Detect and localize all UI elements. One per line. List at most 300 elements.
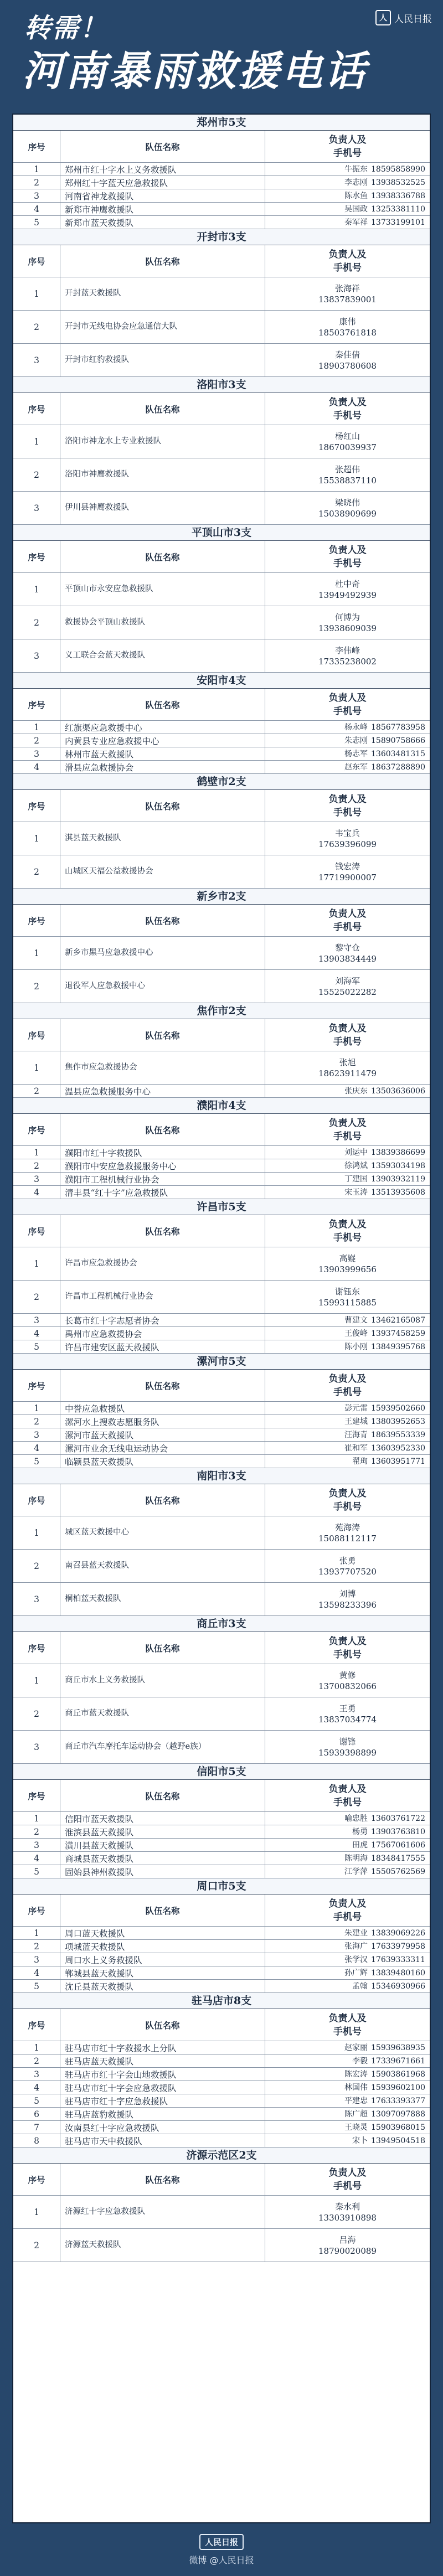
column-header-name: 队伍名称 (60, 245, 265, 277)
contact-phone[interactable]: 15939638935 (371, 2043, 425, 2052)
table-row (13, 1731, 430, 1764)
column-header-contact-line2: 手机号 (333, 1797, 362, 1808)
team-name: 郑州市红十字水上义务救援队 (60, 163, 265, 175)
column-header-name: 队伍名称 (60, 1019, 265, 1051)
contact-phone[interactable]: 15890758666 (371, 736, 425, 745)
contact-person: 张学汉 (344, 1955, 368, 1964)
contact-person: 杜中奇 (334, 579, 360, 589)
row-number: 4 (13, 1966, 60, 1979)
contact-phone[interactable]: 15993115885 (318, 1297, 377, 1308)
contact-phone[interactable]: 13937458259 (371, 1329, 425, 1338)
contact-phone[interactable]: 15038909699 (318, 508, 377, 519)
table-row (13, 1146, 430, 1159)
team-name: 新乡市黑马应急救援中心 (60, 937, 265, 969)
team-name: 沈丘县蓝天救援队 (60, 1980, 265, 1992)
column-header-row (13, 131, 430, 163)
contact-person: 彭元雷 (344, 1403, 368, 1413)
column-header-contact-line2: 手机号 (333, 557, 362, 569)
table-row (13, 1664, 430, 1697)
contact-person: 崔和军 (344, 1443, 368, 1453)
region-title: 商丘市3支 (13, 1616, 430, 1632)
contact-cell (265, 855, 430, 888)
team-name: 汝南县红十字应急救援队 (60, 2121, 265, 2134)
contact-phone[interactable]: 13837839001 (318, 294, 377, 304)
contact-phone[interactable]: 13849395768 (371, 1342, 425, 1351)
row-number: 1 (13, 277, 60, 310)
column-header-contact (265, 1484, 430, 1516)
column-header-row (13, 2164, 430, 2196)
contact-phone[interactable]: 18639553339 (371, 1430, 425, 1439)
region-section (13, 229, 430, 377)
table-row (13, 203, 430, 216)
row-number: 3 (13, 1839, 60, 1851)
column-header-row (13, 1114, 430, 1146)
column-header-name: 队伍名称 (60, 1632, 265, 1664)
contact-person: 王勇 (339, 1703, 356, 1713)
contact-person: 江学萍 (344, 1867, 368, 1876)
team-name: 驻马店蓝豹救援队 (60, 2108, 265, 2120)
contact-cell (265, 1327, 430, 1340)
table-row (13, 747, 430, 761)
contact-cell (265, 2134, 430, 2147)
contact-cell (265, 721, 430, 734)
contact-person: 高嶷 (339, 1253, 356, 1263)
contact-phone[interactable]: 15939502660 (371, 1403, 425, 1413)
people-daily-logo-icon: 人 (375, 10, 391, 25)
contact-person: 孟翰 (352, 1981, 368, 1991)
column-header-contact-line1: 负责人及 (328, 544, 367, 556)
contact-cell (265, 1731, 430, 1763)
team-name: 驻马店市天中救援队 (60, 2134, 265, 2147)
contact-phone[interactable]: 13503636006 (371, 1086, 425, 1096)
contact-cell (265, 970, 430, 1003)
contact-phone[interactable]: 15939398899 (318, 1747, 377, 1758)
column-header-contact-line2: 手机号 (333, 262, 362, 273)
team-name: 退役军人应急救援中心 (60, 970, 265, 1003)
team-name: 项城蓝天救援队 (60, 1940, 265, 1953)
column-header-contact-line2: 手机号 (333, 807, 362, 818)
contact-person: 陈小刚 (344, 1342, 368, 1351)
contact-phone[interactable]: 18790020089 (318, 2245, 377, 2256)
contact-cell (265, 1159, 430, 1172)
region-section (13, 774, 430, 889)
table-row (13, 1852, 430, 1865)
contact-phone[interactable]: 13903932119 (371, 1174, 425, 1184)
table-row (13, 2229, 430, 2262)
region-section (13, 1199, 430, 1354)
poster-header (0, 0, 443, 113)
contact-person: 刘海军 (334, 975, 360, 986)
contact-cell (265, 1415, 430, 1428)
contact-phone[interactable]: 15525022282 (318, 987, 377, 997)
contact-phone[interactable]: 13733199101 (371, 218, 425, 227)
contact-person: 钱宏涛 (334, 861, 360, 871)
contact-phone[interactable]: 13603952330 (371, 1443, 425, 1453)
contact-phone[interactable]: 17335238002 (318, 656, 377, 667)
contact-phone[interactable]: 15505762569 (371, 1867, 425, 1876)
column-header-contact-line2: 手机号 (333, 1232, 362, 1243)
row-number: 3 (13, 1583, 60, 1615)
contact-person: 宋玉涛 (344, 1188, 368, 1197)
row-number: 2 (13, 970, 60, 1003)
table-row (13, 1340, 430, 1354)
contact-person: 汪海青 (344, 1430, 368, 1439)
column-header-contact-line1: 负责人及 (328, 249, 367, 260)
team-name: 河南省神龙救援队 (60, 189, 265, 202)
row-number: 1 (13, 163, 60, 175)
contact-cell (265, 1940, 430, 1953)
contact-phone[interactable]: 13303910898 (318, 2212, 377, 2223)
contact-phone[interactable]: 17719900007 (318, 872, 377, 882)
row-number: 3 (13, 1173, 60, 1185)
team-name: 驻马店市红十字应急救援队 (60, 2094, 265, 2107)
contact-cell (265, 1550, 430, 1582)
contact-phone[interactable]: 18503761818 (318, 327, 377, 338)
contact-cell (265, 1839, 430, 1851)
team-name: 潢川县蓝天救援队 (60, 1839, 265, 1851)
contact-phone[interactable]: 13949504518 (371, 2136, 425, 2145)
region-section (13, 1098, 430, 1199)
column-header-name: 队伍名称 (60, 131, 265, 162)
contact-phone[interactable]: 13938609039 (318, 623, 377, 633)
row-number: 3 (13, 1731, 60, 1763)
column-header-row (13, 541, 430, 573)
row-number: 3 (13, 639, 60, 672)
column-header-contact-line1: 负责人及 (328, 1898, 367, 1909)
column-header-name: 队伍名称 (60, 393, 265, 425)
contact-phone[interactable]: 18637288890 (371, 762, 425, 772)
contact-person: 李毅 (352, 2056, 368, 2066)
table-row (13, 2041, 430, 2054)
contact-phone[interactable]: 13903763810 (371, 1827, 425, 1836)
contact-person: 李伟峰 (334, 645, 360, 655)
table-row (13, 1940, 430, 1953)
contact-cell (265, 1146, 430, 1159)
team-name: 清丰县“红十字”应急救援队 (60, 1186, 265, 1199)
table-row (13, 970, 430, 1003)
contact-cell (265, 1516, 430, 1549)
contact-cell (265, 1927, 430, 1939)
column-header-num: 序号 (13, 1894, 60, 1926)
contact-cell (265, 2196, 430, 2228)
column-header-row (13, 790, 430, 822)
row-number: 2 (13, 1940, 60, 1953)
footer-source: 微博 @人民日报 (189, 2554, 254, 2565)
contact-cell (265, 1852, 430, 1865)
contact-cell (265, 1825, 430, 1838)
contact-phone[interactable]: 13700832066 (318, 1681, 377, 1691)
contact-cell (265, 2054, 430, 2067)
row-number: 3 (13, 747, 60, 760)
contact-person: 何博为 (334, 612, 360, 622)
column-header-contact (265, 689, 430, 720)
contact-phone[interactable]: 18623911479 (318, 1068, 377, 1078)
contact-phone[interactable]: 13593034198 (371, 1161, 425, 1170)
contact-person: 王晓灵 (344, 2123, 368, 2132)
region-section (13, 1764, 430, 1878)
column-header-num: 序号 (13, 1114, 60, 1145)
team-name: 禹州市应急救援协会 (60, 1327, 265, 1340)
contact-person: 张超伟 (334, 464, 360, 474)
contact-person: 宋卜 (352, 2136, 368, 2145)
contact-person: 张勇 (339, 1555, 356, 1566)
table-row (13, 311, 430, 344)
team-name: 濮阳市红十字救援队 (60, 1146, 265, 1159)
column-header-name: 队伍名称 (60, 2009, 265, 2041)
contact-cell (265, 1186, 430, 1199)
column-header-contact (265, 1632, 430, 1664)
contact-person: 吕海 (339, 2234, 356, 2245)
contact-phone[interactable]: 13603761722 (371, 1814, 425, 1823)
contact-phone[interactable]: 18348417555 (371, 1854, 425, 1863)
contact-phone[interactable]: 15346930966 (371, 1981, 425, 1991)
contact-phone[interactable]: 13903999656 (318, 1264, 377, 1274)
team-name: 信阳市蓝天救援队 (60, 1812, 265, 1825)
row-number: 4 (13, 1186, 60, 1199)
team-name: 许昌市建安区蓝天救援队 (60, 1340, 265, 1353)
column-header-contact-line1: 负责人及 (328, 2012, 367, 2024)
column-header-contact-line2: 手机号 (333, 1130, 362, 1142)
contact-person: 朱建业 (344, 1928, 368, 1938)
row-number: 7 (13, 2121, 60, 2134)
column-header-row (13, 1370, 430, 1402)
table-row (13, 1583, 430, 1616)
table-row (13, 1927, 430, 1940)
region-title: 平顶山市3支 (13, 525, 430, 541)
row-number: 1 (13, 2041, 60, 2054)
team-name: 固始县神州救援队 (60, 1865, 265, 1878)
contact-phone[interactable]: 13462165087 (371, 1315, 425, 1325)
contact-person: 杨志军 (344, 749, 368, 758)
row-number: 1 (13, 1146, 60, 1159)
contact-person: 苑海涛 (334, 1522, 360, 1532)
contact-person: 谢钰东 (334, 1286, 360, 1297)
row-number: 2 (13, 1550, 60, 1582)
contact-person: 赵家丽 (344, 2043, 368, 2052)
contact-cell (265, 1966, 430, 1979)
column-header-contact-line1: 负责人及 (328, 1219, 367, 1230)
row-number: 3 (13, 1314, 60, 1326)
team-name: 开封市无线电协会应急通信大队 (60, 311, 265, 343)
row-number: 2 (13, 1415, 60, 1428)
table-row (13, 2081, 430, 2094)
contact-phone[interactable]: 13839069226 (371, 1928, 425, 1938)
contact-phone[interactable]: 18595858990 (371, 164, 425, 174)
table-row (13, 1173, 430, 1186)
row-number: 2 (13, 606, 60, 639)
contact-phone[interactable]: 18670039937 (318, 442, 377, 452)
team-name: 濮阳市中安应急救援服务中心 (60, 1159, 265, 1172)
contact-cell (265, 1583, 430, 1615)
footer-logo: 人民日报 (199, 2534, 244, 2550)
contact-phone[interactable]: 17639333311 (371, 1955, 425, 1964)
column-header-contact-line1: 负责人及 (328, 396, 367, 408)
contact-person: 牛振东 (344, 164, 368, 174)
contact-cell (265, 1402, 430, 1415)
contact-phone[interactable]: 15939602100 (371, 2083, 425, 2092)
team-name: 桐柏蓝天救援队 (60, 1583, 265, 1615)
contact-phone[interactable]: 13938336788 (371, 191, 425, 200)
column-header-contact-line1: 负责人及 (328, 908, 367, 920)
contact-phone[interactable]: 15903968015 (371, 2123, 425, 2132)
contact-cell (265, 606, 430, 639)
region-section (13, 1616, 430, 1764)
column-header-contact (265, 905, 430, 936)
contact-phone[interactable]: 15903861968 (371, 2069, 425, 2079)
team-name: 内黄县专业应急救援中心 (60, 734, 265, 747)
team-name: 温县应急救援服务中心 (60, 1085, 265, 1097)
region-section (13, 525, 430, 673)
contact-cell (265, 163, 430, 175)
column-header-num: 序号 (13, 905, 60, 936)
contact-cell (265, 639, 430, 672)
contact-phone[interactable]: 13903834449 (318, 953, 377, 964)
contact-person: 李志刚 (344, 178, 368, 187)
column-header-contact (265, 131, 430, 162)
contact-person: 田虎 (352, 1840, 368, 1850)
table-row (13, 216, 430, 229)
contact-person: 黎守仓 (334, 942, 360, 953)
contact-cell (265, 458, 430, 491)
contact-phone[interactable]: 13097097888 (371, 2109, 425, 2119)
contact-cell (265, 2121, 430, 2134)
column-header-name: 队伍名称 (60, 905, 265, 936)
team-name: 周口蓝天救援队 (60, 1927, 265, 1939)
region-title: 周口市5支 (13, 1878, 430, 1894)
row-number: 3 (13, 1428, 60, 1441)
row-number: 2 (13, 1085, 60, 1097)
row-number: 1 (13, 1247, 60, 1280)
contact-phone[interactable]: 13839386699 (371, 1148, 425, 1157)
table-row (13, 1953, 430, 1966)
contact-phone[interactable]: 18903780608 (318, 360, 377, 371)
contact-phone[interactable]: 17633393377 (371, 2096, 425, 2105)
region-title: 开封市3支 (13, 229, 430, 245)
contact-cell (265, 1812, 430, 1825)
region-section (13, 377, 430, 525)
team-name: 周口水上义务救援队 (60, 1953, 265, 1966)
contact-cell (265, 216, 430, 229)
row-number: 1 (13, 425, 60, 458)
row-number: 1 (13, 721, 60, 734)
contact-phone[interactable]: 17339671661 (371, 2056, 425, 2066)
region-title: 濮阳市4支 (13, 1098, 430, 1114)
table-row (13, 721, 430, 734)
contact-phone[interactable]: 13949492939 (318, 590, 377, 600)
contact-cell (265, 1281, 430, 1313)
row-number: 4 (13, 203, 60, 215)
team-name: 开封市红豹救援队 (60, 344, 265, 376)
table-row (13, 855, 430, 889)
table-row (13, 1839, 430, 1852)
contact-person: 喻忠胜 (344, 1814, 368, 1823)
contact-person: 朱志刚 (344, 736, 368, 745)
row-number: 2 (13, 1697, 60, 1730)
table-row (13, 1455, 430, 1468)
column-header-contact (265, 1114, 430, 1145)
table-row (13, 2134, 430, 2147)
contact-phone[interactable]: 13937707520 (318, 1566, 377, 1577)
contact-person: 丁建国 (344, 1174, 368, 1184)
contact-phone[interactable]: 17633979958 (371, 1942, 425, 1951)
table-row (13, 1085, 430, 1098)
row-number: 1 (13, 1927, 60, 1939)
contact-cell (265, 277, 430, 310)
poster-footer (0, 2523, 443, 2576)
contact-phone[interactable]: 13603951771 (371, 1457, 425, 1466)
contact-person: 翟珣 (352, 1457, 368, 1466)
column-header-contact-line2: 手机号 (333, 921, 362, 933)
team-name: 济源红十字应急救援队 (60, 2196, 265, 2228)
team-name: 焦作市应急救援协会 (60, 1051, 265, 1084)
column-header-name: 队伍名称 (60, 689, 265, 720)
region-section (13, 2147, 430, 2262)
team-name: 义工联合会蓝天救援队 (60, 639, 265, 672)
contact-phone[interactable]: 18567783958 (371, 722, 425, 732)
contact-cell (265, 1442, 430, 1454)
table-row (13, 937, 430, 970)
column-header-contact-line1: 负责人及 (328, 1635, 367, 1647)
table-row (13, 492, 430, 525)
column-header-row (13, 1484, 430, 1516)
team-name: 商城县蓝天救援队 (60, 1852, 265, 1865)
table-row (13, 344, 430, 377)
row-number: 3 (13, 492, 60, 524)
contact-phone[interactable]: 13603481315 (371, 749, 425, 758)
contact-phone[interactable]: 13803952653 (371, 1417, 425, 1426)
row-number: 1 (13, 573, 60, 606)
row-number: 2 (13, 734, 60, 747)
poster-title: 河南暴雨救援电话 (22, 48, 368, 95)
column-header-row (13, 905, 430, 937)
contact-cell (265, 1314, 430, 1326)
rescue-contact-table (12, 113, 431, 2523)
contact-phone[interactable]: 13598233396 (318, 1599, 377, 1610)
region-title: 安阳市4支 (13, 673, 430, 689)
column-header-num: 序号 (13, 1484, 60, 1516)
team-name: 驻马店蓝天救援队 (60, 2054, 265, 2067)
contact-phone[interactable]: 15538837110 (318, 475, 377, 486)
contact-person: 黄修 (339, 1670, 356, 1680)
region-section (13, 889, 430, 1003)
row-number: 5 (13, 2094, 60, 2107)
team-name: 济源蓝天救援队 (60, 2229, 265, 2262)
contact-phone[interactable]: 15088112117 (318, 1533, 377, 1543)
column-header-row (13, 1215, 430, 1247)
contact-phone[interactable]: 13839480160 (371, 1968, 425, 1978)
contact-cell (265, 425, 430, 458)
publisher-logo-text: 人民日报 (394, 13, 432, 25)
contact-phone[interactable]: 13253381110 (371, 204, 425, 214)
contact-cell (265, 203, 430, 215)
row-number: 5 (13, 1865, 60, 1878)
team-name: 商丘市汽车摩托车运动协会（越野e族） (60, 1731, 265, 1763)
contact-phone[interactable]: 17639396099 (318, 839, 377, 849)
column-header-num: 序号 (13, 2009, 60, 2041)
contact-phone[interactable]: 13513935608 (371, 1188, 425, 1197)
column-header-contact (265, 1780, 430, 1811)
contact-phone[interactable]: 13837034774 (318, 1714, 377, 1725)
contact-phone[interactable]: 17567061606 (371, 1840, 425, 1850)
column-header-num: 序号 (13, 393, 60, 425)
table-row (13, 1980, 430, 1993)
table-row (13, 734, 430, 747)
publisher-logo (375, 10, 432, 25)
team-name: 淇县蓝天救援队 (60, 822, 265, 855)
table-row (13, 1327, 430, 1340)
contact-phone[interactable]: 13938532525 (371, 178, 425, 187)
team-name: 洛阳市神鹰救援队 (60, 458, 265, 491)
